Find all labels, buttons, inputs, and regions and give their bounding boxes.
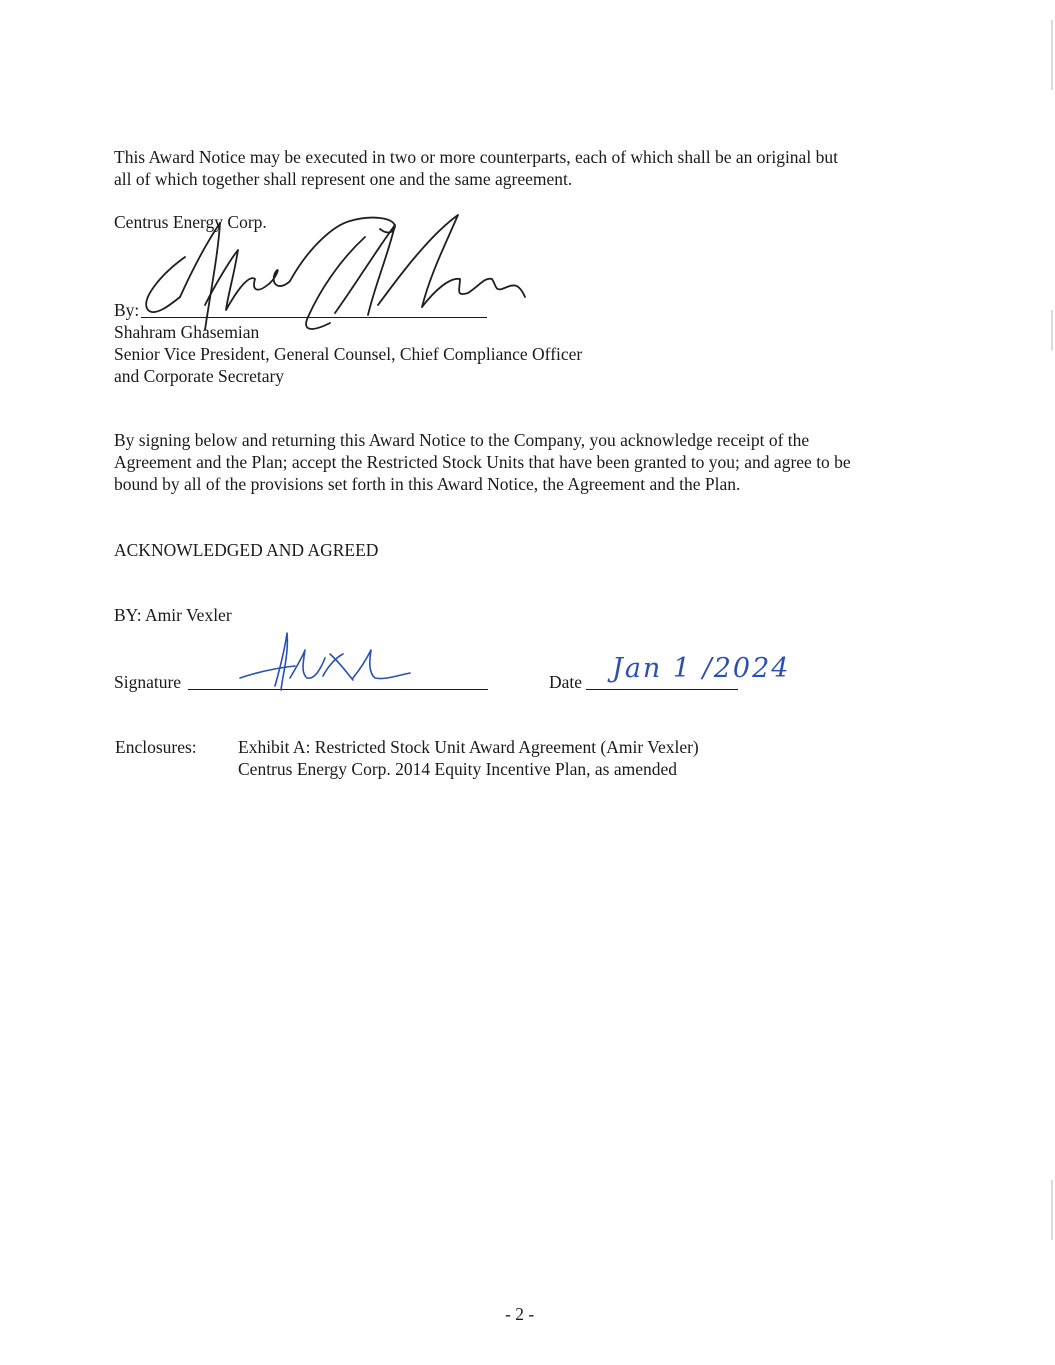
ack-paragraph-line-1: By signing below and returning this Award Notice to the Company, you acknowledge receipt of the <box>114 430 810 450</box>
enclosure-item-2: Centrus Energy Corp. 2014 Equity Incentive Plan, as amended <box>238 759 678 779</box>
date-line <box>586 689 738 690</box>
date-label: Date <box>549 672 583 692</box>
signatory-title-line-2: and Corporate Secretary <box>114 366 285 386</box>
signatory-name: Shahram Ghasemian <box>114 322 260 342</box>
ack-paragraph-line-3: bound by all of the provisions set forth in this Award Notice, the Agreement and the Plan. <box>114 474 741 494</box>
enclosure-item-1: Exhibit A: Restricted Stock Unit Award Agreement (Amir Vexler) <box>238 737 699 757</box>
signature-label: Signature <box>114 672 182 692</box>
scan-edge-mark <box>1051 20 1053 90</box>
counterparts-line-1: This Award Notice may be executed in two or more counterparts, each of which shall be an original but <box>114 147 838 167</box>
page-number: - 2 - <box>505 1304 535 1324</box>
scan-edge-mark <box>1051 1180 1053 1240</box>
ack-paragraph-line-2: Agreement and the Plan; accept the Restricted Stock Units that have been granted to you; and agree to be <box>114 452 851 472</box>
company-name: Centrus Energy Corp. <box>114 212 267 232</box>
recipient-signature <box>235 628 435 698</box>
signatory-title-line-1: Senior Vice President, General Counsel, Chief Compliance Officer <box>114 344 583 364</box>
company-officer-signature <box>130 205 550 335</box>
by-label: By: <box>114 300 140 320</box>
enclosures-label: Enclosures: <box>115 737 197 757</box>
recipient-by-line: BY: Amir Vexler <box>114 605 232 625</box>
handwritten-date: Jan 1 /2024 <box>612 653 791 684</box>
counterparts-line-2: all of which together shall represent one and the same agreement. <box>114 169 573 189</box>
ack-heading: ACKNOWLEDGED AND AGREED <box>114 540 379 560</box>
scan-edge-mark <box>1051 310 1053 350</box>
